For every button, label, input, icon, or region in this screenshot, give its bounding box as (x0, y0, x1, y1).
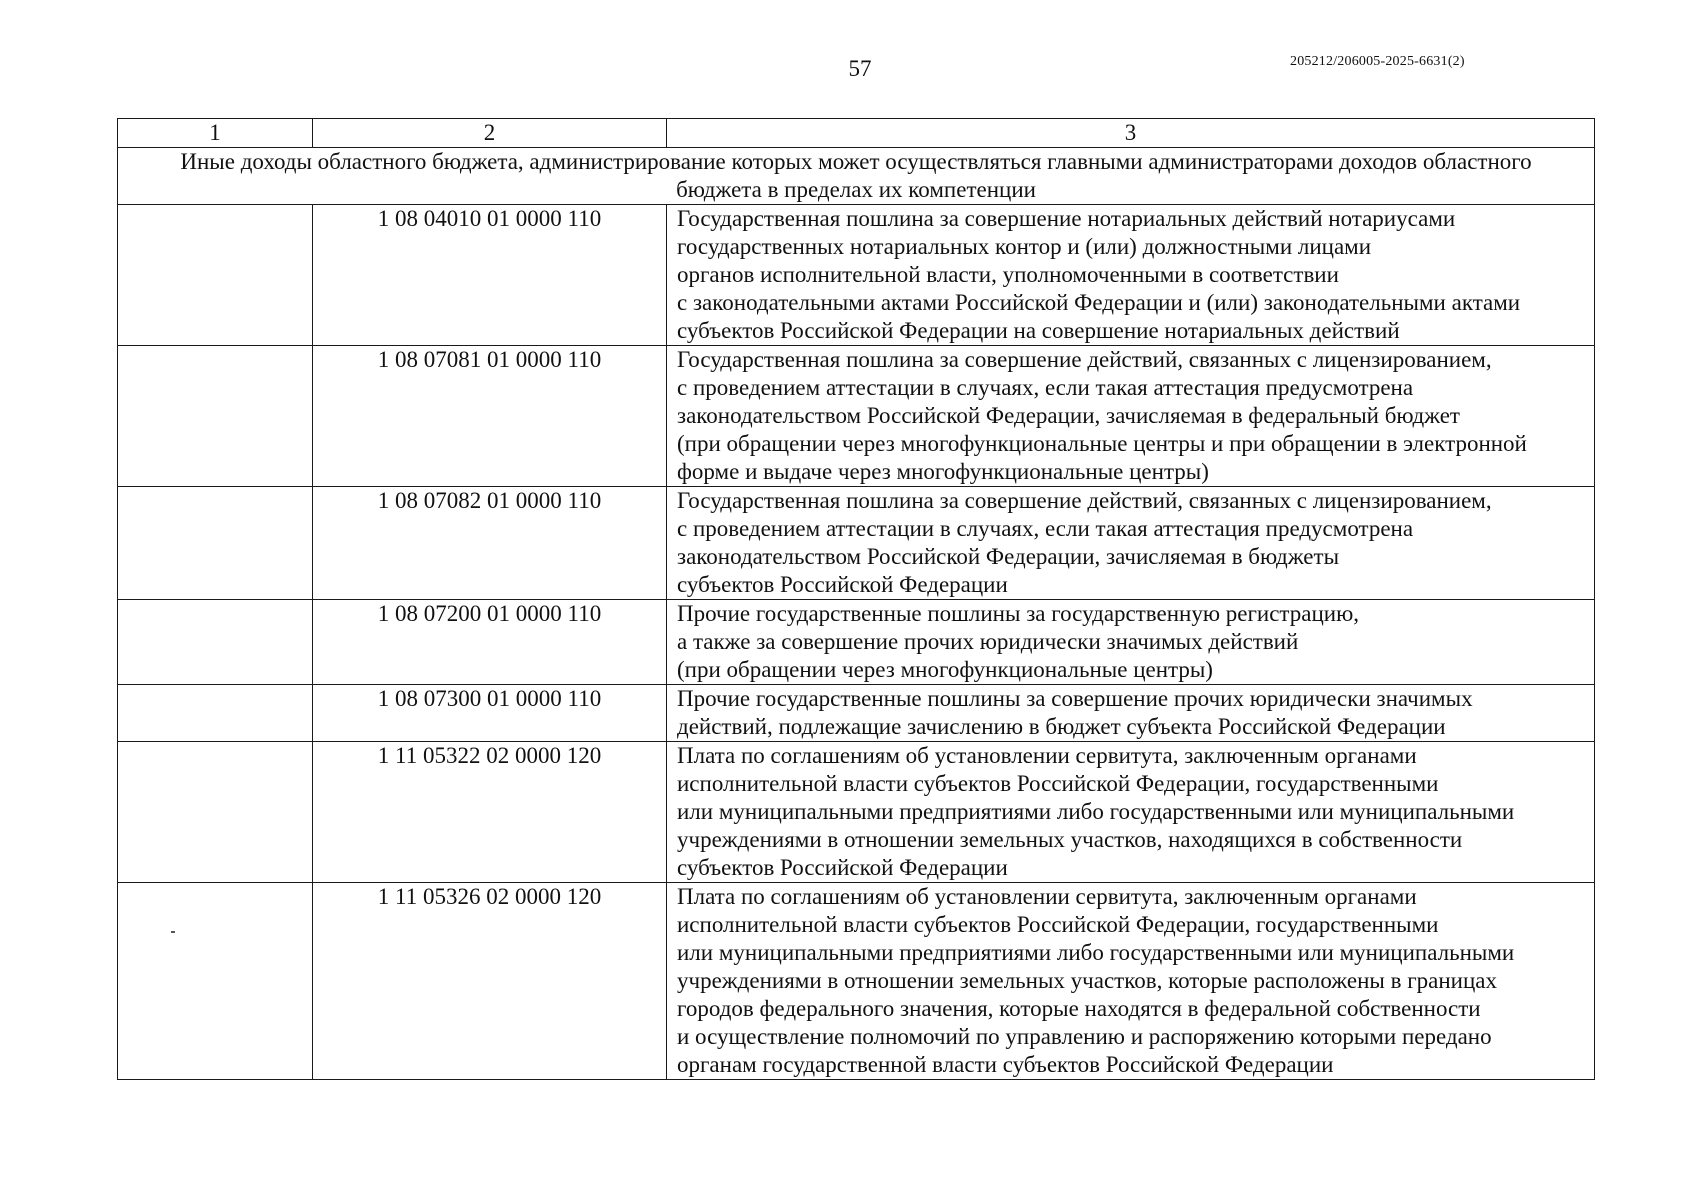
row-col1-cell (118, 346, 313, 487)
page-number: 57 (848, 56, 872, 81)
description-line: субъектов Российской Федерации на совершение нотариальных действий (677, 318, 1400, 343)
column-number-1: 1 (118, 119, 313, 148)
revenue-code: 1 08 07082 01 0000 110 (313, 487, 667, 600)
revenue-codes-table (117, 118, 1595, 1080)
column-number-2: 2 (313, 119, 667, 148)
table-row (118, 742, 1595, 883)
description-line: (при обращении через многофункциональные центры) (677, 657, 1213, 682)
revenue-description (667, 883, 1595, 1080)
section-title: Иные доходы областного бюджета, администрирование которых может осуществляться главными администраторами доходов областного бюджета в пределах их компетенции (118, 148, 1595, 205)
description-line: с проведением аттестации в случаях, если такая аттестация предусмотрена (677, 516, 1414, 541)
row-col1-cell (118, 600, 313, 685)
table-row (118, 346, 1595, 487)
revenue-code: 1 11 05326 02 0000 120 (313, 883, 667, 1080)
description-line: законодательством Российской Федерации, зачисляемая в федеральный бюджет (677, 403, 1460, 428)
description-line: Государственная пошлина за совершение нотариальных действий нотариусами (677, 206, 1456, 231)
row-col1-cell (118, 883, 313, 1080)
description-line: Государственная пошлина за совершение действий, связанных с лицензированием, (677, 347, 1492, 372)
column-number-row (118, 119, 1595, 148)
document-id: 205212/206005-2025-6631(2) (1290, 54, 1465, 69)
description-line: Прочие государственные пошлины за государственную регистрацию, (677, 601, 1360, 626)
table-row (118, 685, 1595, 742)
description-line: органам государственной власти субъектов Российской Федерации (677, 1052, 1334, 1077)
revenue-description (667, 742, 1595, 883)
description-line: с законодательными актами Российской Федерации и (или) законодательными актами (677, 290, 1521, 315)
description-line: или муниципальными предприятиями либо государственными или муниципальными (677, 940, 1515, 965)
revenue-description (667, 685, 1595, 742)
description-line: Государственная пошлина за совершение действий, связанных с лицензированием, (677, 488, 1492, 513)
description-line: форме и выдаче через многофункциональные центры) (677, 459, 1209, 484)
description-line: учреждениями в отношении земельных участков, находящихся в собственности (677, 827, 1463, 852)
description-line: действий, подлежащие зачислению в бюджет субъекта Российской Федерации (677, 714, 1446, 739)
description-line: и осуществление полномочий по управлению и распоряжению которыми передано (677, 1024, 1492, 1049)
row-col1-cell (118, 487, 313, 600)
scan-speck (171, 931, 175, 933)
revenue-code: 1 08 07200 01 0000 110 (313, 600, 667, 685)
description-line: Прочие государственные пошлины за совершение прочих юридически значимых (677, 686, 1473, 711)
revenue-description (667, 205, 1595, 346)
description-line: Плата по соглашениям об установлении сервитута, заключенным органами (677, 743, 1417, 768)
description-line: исполнительной власти субъектов Российской Федерации, государственными (677, 771, 1439, 796)
description-line: Плата по соглашениям об установлении сервитута, заключенным органами (677, 884, 1417, 909)
column-number-3: 3 (667, 119, 1595, 148)
description-line: городов федерального значения, которые находятся в федеральной собственности (677, 996, 1481, 1021)
table-row (118, 600, 1595, 685)
revenue-code: 1 08 07081 01 0000 110 (313, 346, 667, 487)
description-line: государственных нотариальных контор и (или) должностными лицами (677, 234, 1372, 259)
description-line: субъектов Российской Федерации (677, 855, 1008, 880)
description-line: (при обращении через многофункциональные центры и при обращении в электронной (677, 431, 1527, 456)
description-line: органов исполнительной власти, уполномоченными в соответствии (677, 262, 1339, 287)
table-row (118, 205, 1595, 346)
description-line: учреждениями в отношении земельных участков, которые расположены в границах (677, 968, 1497, 993)
revenue-code: 1 08 04010 01 0000 110 (313, 205, 667, 346)
revenue-code: 1 11 05322 02 0000 120 (313, 742, 667, 883)
revenue-code: 1 08 07300 01 0000 110 (313, 685, 667, 742)
section-title-row (118, 148, 1595, 205)
row-col1-cell (118, 685, 313, 742)
description-line: или муниципальными предприятиями либо государственными или муниципальными (677, 799, 1515, 824)
description-line: с проведением аттестации в случаях, если такая аттестация предусмотрена (677, 375, 1414, 400)
description-line: а также за совершение прочих юридически значимых действий (677, 629, 1299, 654)
table-body (118, 119, 1595, 1080)
revenue-description (667, 346, 1595, 487)
table-row (118, 487, 1595, 600)
revenue-description (667, 487, 1595, 600)
revenue-description (667, 600, 1595, 685)
description-line: субъектов Российской Федерации (677, 572, 1008, 597)
description-line: законодательством Российской Федерации, зачисляемая в бюджеты (677, 544, 1340, 569)
row-col1-cell (118, 205, 313, 346)
description-line: исполнительной власти субъектов Российской Федерации, государственными (677, 912, 1439, 937)
table-row (118, 883, 1595, 1080)
row-col1-cell (118, 742, 313, 883)
